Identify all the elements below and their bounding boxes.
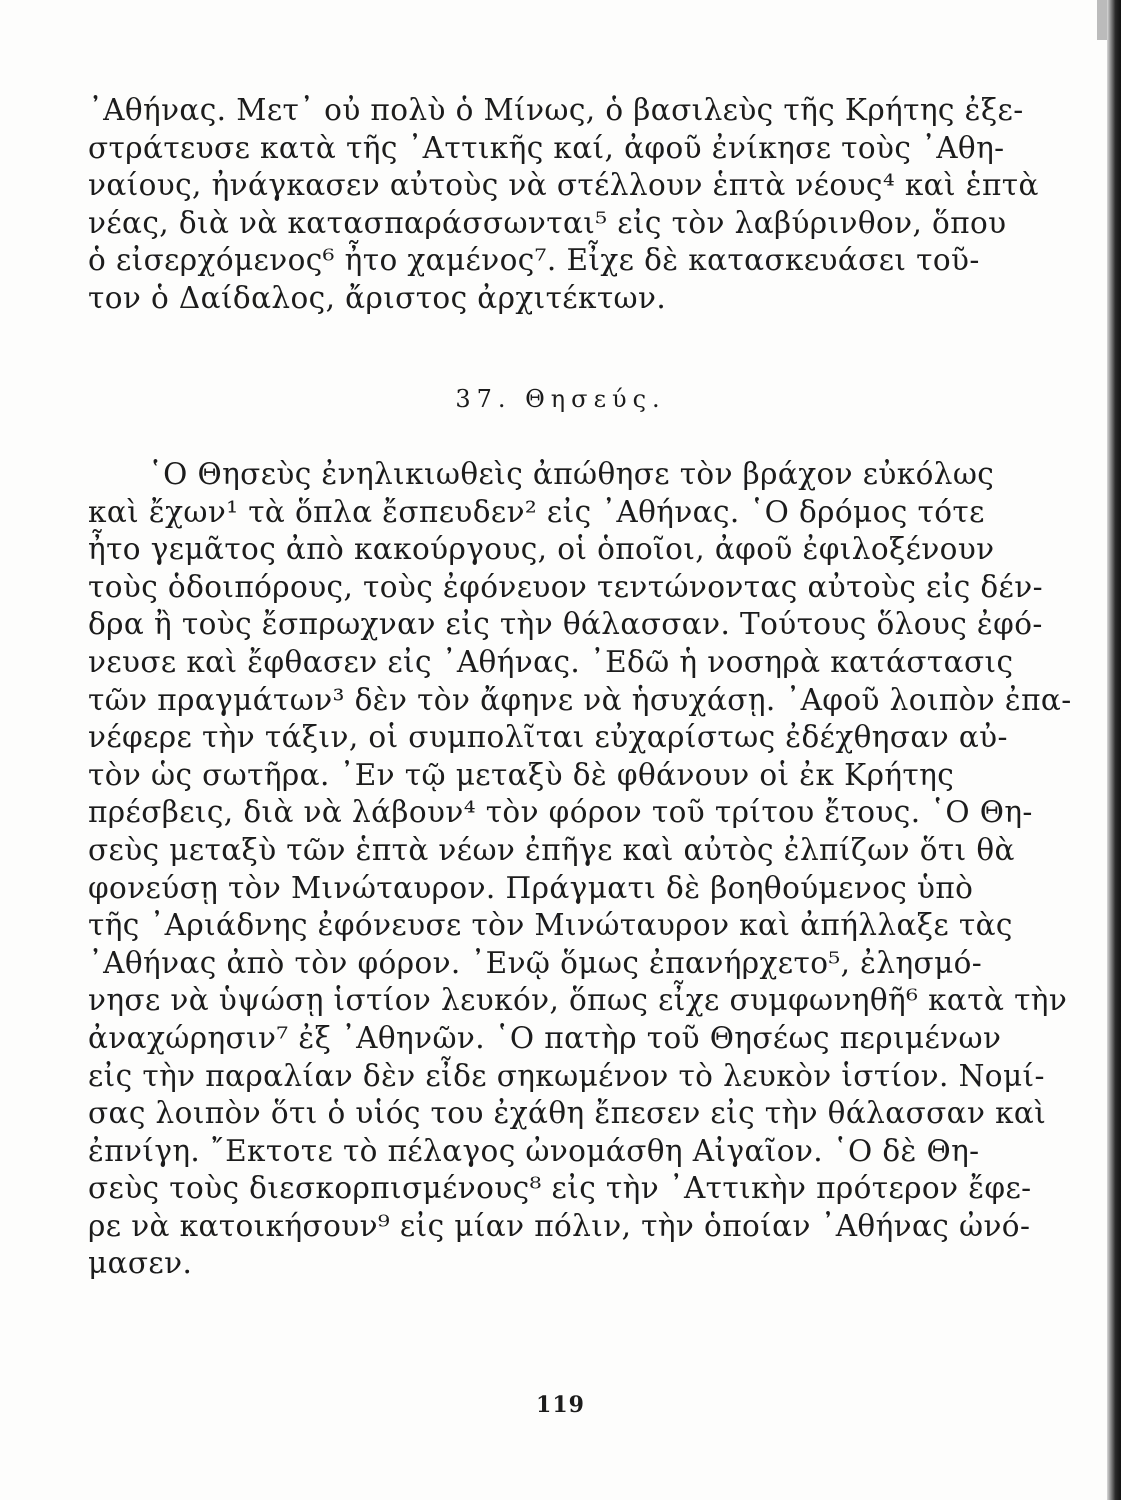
text-line: καὶ ἔχων¹ τὰ ὅπλα ἔσπευδεν² εἰς ᾿Αθήνας. ῾Ο δρόμος τότε xyxy=(88,494,985,529)
text-line: τῶν πραγμάτων³ δὲν τὸν ἄφηνε νὰ ἡσυχάσῃ. ᾿Αφοῦ λοιπὸν ἐπα- xyxy=(88,682,1072,717)
text-line: ὁ εἰσερχόμενος⁶ ἦτο χαμένος⁷. Εἶχε δὲ κατασκευάσει τοῦ- xyxy=(88,243,980,278)
text-line: εἰς τὴν παραλίαν δὲν εἶδε σηκωμένον τὸ λευκὸν ἱστίον. Νομί- xyxy=(88,1058,1045,1093)
text-line: ἐπνίγη. ῎Εκτοτε τὸ πέλαγος ὠνομάσθη Αἰγαῖον. ῾Ο δὲ Θη- xyxy=(88,1133,980,1168)
text-line: πρέσβεις, διὰ νὰ λάβουν⁴ τὸν φόρον τοῦ τρίτου ἔτους. ῾Ο Θη- xyxy=(88,795,1033,830)
main-paragraph xyxy=(88,456,1072,1283)
text-line: σας λοιπὸν ὅτι ὁ υἱός του ἐχάθη ἔπεσεν εἰς τὴν θάλασσαν καὶ xyxy=(88,1096,1047,1131)
text-line: ἀναχώρησιν⁷ ἐξ ᾿Αθηνῶν. ῾Ο πατὴρ τοῦ Θησέως περιμένων xyxy=(88,1020,1002,1055)
text-line: σεὺς μεταξὺ τῶν ἑπτὰ νέων ἐπῆγε καὶ αὐτὸς ἐλπίζων ὅτι θὰ xyxy=(88,832,1015,867)
text-line: ναίους, ἠνάγκασεν αὐτοὺς νὰ στέλλουν ἑπτὰ νέους⁴ καὶ ἑπτὰ xyxy=(88,168,1039,203)
top-paragraph xyxy=(88,92,1039,318)
text-line: ἦτο γεμᾶτος ἀπὸ κακούργους, οἱ ὁποῖοι, ἀφοῦ ἐφιλοξένουν xyxy=(88,532,995,567)
text-line: στράτευσε κατὰ τῆς ᾿Αττικῆς καί, ἀφοῦ ἐνίκησε τοὺς ᾿Αθη- xyxy=(88,130,1005,165)
scan-edge-shadow xyxy=(1097,0,1107,40)
text-line: ᾿Αθήνας. Μετ᾿ οὐ πολὺ ὁ Μίνως, ὁ βασιλεὺς τῆς Κρήτης ἐξε- xyxy=(88,93,1024,127)
scan-edge-dark-border xyxy=(1107,0,1121,1500)
text-line: νέφερε τὴν τάξιν, οἱ συμπολῖται εὐχαρίστως ἐδέχθησαν αὐ- xyxy=(88,720,1008,755)
text-line: τὸν ὡς σωτῆρα. ᾿Εν τῷ μεταξὺ δὲ φθάνουν οἱ ἐκ Κρήτης xyxy=(88,757,955,792)
text-line: νησε νὰ ὑψώσῃ ἱστίον λευκόν, ὅπως εἶχε συμφωνηθῆ⁶ κατὰ τὴν xyxy=(88,983,1068,1018)
text-line: φονεύσῃ τὸν Μινώταυρον. Πράγματι δὲ βοηθούμενος ὑπὸ xyxy=(88,870,974,905)
text-line: νέας, διὰ νὰ κατασπαράσσωνται⁵ εἰς τὸν λαβύρινθον, ὅπου xyxy=(88,205,1007,240)
text-line: νευσε καὶ ἔφθασεν εἰς ᾿Αθήνας. ᾿Εδῶ ἡ νοσηρὰ κατάστασις xyxy=(88,644,1014,679)
text-line: τῆς ᾿Αριάδνης ἐφόνευσε τὸν Μινώταυρον καὶ ἀπήλλαξε τὰς xyxy=(88,908,1013,943)
page-number: 119 xyxy=(536,1392,585,1418)
text-line: ρε νὰ κατοικήσουν⁹ εἰς μίαν πόλιν, τὴν ὁποίαν ᾿Αθήνας ὠνό- xyxy=(88,1208,1031,1243)
text-line: σεὺς τοὺς διεσκορπισμένους⁸ εἰς τὴν ᾿Αττικὴν πρότερον ἔφε- xyxy=(88,1171,1032,1206)
text-line: ᾿Αθήνας ἀπὸ τὸν φόρον. ᾿Ενῷ ὅμως ἐπανήρχετο⁵, ἐλησμό- xyxy=(88,945,983,980)
section-heading: 37. Θησεύς. xyxy=(455,385,666,413)
text-line: τον ὁ Δαίδαλος, ἄριστος ἀρχιτέκτων. xyxy=(88,280,667,315)
text-line: μασεν. xyxy=(88,1246,193,1281)
text-line: ῾Ο Θησεὺς ἐνηλικιωθεὶς ἀπώθησε τὸν βράχον εὐκόλως xyxy=(148,457,995,491)
text-line: τοὺς ὁδοιπόρους, τοὺς ἐφόνευον τεντώνοντας αὐτοὺς εἰς δέν- xyxy=(88,569,1043,604)
text-line: δρα ἢ τοὺς ἔσπρωχναν εἰς τὴν θάλασσαν. Τούτους ὅλους ἐφό- xyxy=(88,607,1043,642)
